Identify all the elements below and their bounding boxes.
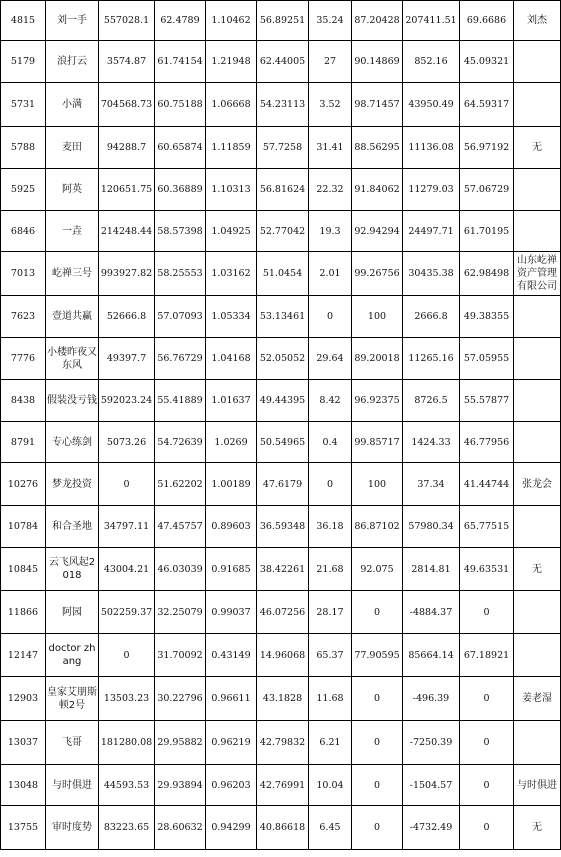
cell-value-4: 49.44395 xyxy=(257,380,309,422)
cell-value-3: 0.96611 xyxy=(206,677,257,721)
table-row xyxy=(1,169,561,211)
cell-value-5: 27 xyxy=(309,41,352,83)
table-row xyxy=(1,83,561,127)
cell-id: 7623 xyxy=(1,296,46,338)
cell-value-7: 8726.5 xyxy=(403,380,460,422)
cell-value-8: 55.57877 xyxy=(460,380,514,422)
cell-name: 专心练剑 xyxy=(46,422,99,463)
cell-value-1: 120651.75 xyxy=(99,169,155,211)
cell-value-6: 0 xyxy=(352,591,403,634)
cell-id: 5179 xyxy=(1,41,46,83)
cell-value-5: 0.4 xyxy=(309,422,352,463)
cell-value-8: 57.06729 xyxy=(460,169,514,211)
cell-value-6: 98.71457 xyxy=(352,83,403,127)
cell-value-7: 11265.16 xyxy=(403,338,460,380)
cell-value-3: 1.10313 xyxy=(206,169,257,211)
table-row xyxy=(1,127,561,169)
cell-name: 屹禅三号 xyxy=(46,252,99,296)
cell-value-6: 99.26756 xyxy=(352,252,403,296)
cell-note: 张龙会 xyxy=(514,463,561,506)
cell-value-7: 24497.71 xyxy=(403,211,460,252)
cell-value-4: 52.77042 xyxy=(257,211,309,252)
cell-value-5: 35.24 xyxy=(309,1,352,41)
cell-note xyxy=(514,211,561,252)
cell-value-8: 62.98498 xyxy=(460,252,514,296)
cell-value-3: 0.99037 xyxy=(206,591,257,634)
cell-value-6: 92.94294 xyxy=(352,211,403,252)
cell-note: 无 xyxy=(514,806,561,850)
cell-id: 5731 xyxy=(1,83,46,127)
cell-value-4: 56.81624 xyxy=(257,169,309,211)
cell-value-6: 91.84062 xyxy=(352,169,403,211)
cell-name: 皇家艾朋斯顿2号 xyxy=(46,677,99,721)
cell-value-8: 41.44744 xyxy=(460,463,514,506)
cell-value-5: 31.41 xyxy=(309,127,352,169)
cell-value-3: 1.03162 xyxy=(206,252,257,296)
cell-value-4: 14.96068 xyxy=(257,634,309,677)
table-row xyxy=(1,591,561,634)
cell-value-8: 0 xyxy=(460,677,514,721)
cell-value-4: 43.1828 xyxy=(257,677,309,721)
cell-id: 6846 xyxy=(1,211,46,252)
cell-id: 8791 xyxy=(1,422,46,463)
cell-value-2: 30.22796 xyxy=(155,677,206,721)
cell-value-7: -4884.37 xyxy=(403,591,460,634)
cell-value-1: 13503.23 xyxy=(99,677,155,721)
cell-value-7: 11136.08 xyxy=(403,127,460,169)
cell-value-8: 56.97192 xyxy=(460,127,514,169)
cell-value-4: 36.59348 xyxy=(257,506,309,548)
cell-value-5: 28.17 xyxy=(309,591,352,634)
cell-note: 无 xyxy=(514,548,561,591)
cell-value-5: 0 xyxy=(309,463,352,506)
cell-id: 10784 xyxy=(1,506,46,548)
cell-name: 小满 xyxy=(46,83,99,127)
cell-value-5: 6.21 xyxy=(309,721,352,765)
cell-name: 小楼昨夜又东风 xyxy=(46,338,99,380)
cell-value-2: 60.65874 xyxy=(155,127,206,169)
cell-value-3: 1.21948 xyxy=(206,41,257,83)
cell-value-2: 60.75188 xyxy=(155,83,206,127)
cell-value-3: 1.11859 xyxy=(206,127,257,169)
table-row xyxy=(1,1,561,41)
cell-note: 山东屹禅资产管理有限公司 xyxy=(514,252,561,296)
cell-value-4: 46.07256 xyxy=(257,591,309,634)
cell-note xyxy=(514,634,561,677)
cell-value-7: -1504.57 xyxy=(403,765,460,806)
cell-name: 审时度势 xyxy=(46,806,99,850)
cell-value-6: 86.87102 xyxy=(352,506,403,548)
cell-value-1: 5073.26 xyxy=(99,422,155,463)
cell-value-2: 31.70092 xyxy=(155,634,206,677)
cell-value-7: 37.34 xyxy=(403,463,460,506)
cell-value-6: 100 xyxy=(352,296,403,338)
cell-value-2: 56.76729 xyxy=(155,338,206,380)
cell-value-3: 1.04168 xyxy=(206,338,257,380)
cell-value-5: 65.37 xyxy=(309,634,352,677)
cell-value-7: -4732.49 xyxy=(403,806,460,850)
cell-value-1: 502259.37 xyxy=(99,591,155,634)
cell-value-6: 88.56295 xyxy=(352,127,403,169)
cell-value-6: 100 xyxy=(352,463,403,506)
cell-value-7: 2814.81 xyxy=(403,548,460,591)
table-row xyxy=(1,338,561,380)
cell-value-3: 1.05334 xyxy=(206,296,257,338)
cell-value-8: 49.63531 xyxy=(460,548,514,591)
cell-note: 与时俱进 xyxy=(514,765,561,806)
cell-value-1: 34797.11 xyxy=(99,506,155,548)
cell-value-8: 0 xyxy=(460,721,514,765)
cell-value-2: 61.74154 xyxy=(155,41,206,83)
table-row xyxy=(1,296,561,338)
cell-value-4: 62.44005 xyxy=(257,41,309,83)
cell-value-3: 1.01637 xyxy=(206,380,257,422)
cell-value-1: 181280.08 xyxy=(99,721,155,765)
cell-value-1: 704568.73 xyxy=(99,83,155,127)
cell-id: 10276 xyxy=(1,463,46,506)
cell-value-8: 67.18921 xyxy=(460,634,514,677)
cell-value-2: 51.62202 xyxy=(155,463,206,506)
cell-value-7: 852.16 xyxy=(403,41,460,83)
table-row xyxy=(1,721,561,765)
cell-name: 麦田 xyxy=(46,127,99,169)
cell-value-8: 0 xyxy=(460,591,514,634)
cell-value-1: 3574.87 xyxy=(99,41,155,83)
cell-value-3: 0.43149 xyxy=(206,634,257,677)
cell-value-1: 592023.24 xyxy=(99,380,155,422)
cell-value-4: 54.23113 xyxy=(257,83,309,127)
cell-note xyxy=(514,338,561,380)
cell-value-1: 83223.65 xyxy=(99,806,155,850)
cell-name: 云飞风起2018 xyxy=(46,548,99,591)
cell-value-6: 99.85717 xyxy=(352,422,403,463)
cell-value-6: 96.92375 xyxy=(352,380,403,422)
cell-name: 假装没亏钱 xyxy=(46,380,99,422)
cell-value-3: 1.10462 xyxy=(206,1,257,41)
cell-value-6: 0 xyxy=(352,677,403,721)
cell-name: doctor zhang xyxy=(46,634,99,677)
cell-value-6: 92.075 xyxy=(352,548,403,591)
cell-value-8: 57.05955 xyxy=(460,338,514,380)
cell-value-2: 46.03039 xyxy=(155,548,206,591)
cell-value-8: 45.09321 xyxy=(460,41,514,83)
cell-id: 13037 xyxy=(1,721,46,765)
cell-note xyxy=(514,83,561,127)
table-row xyxy=(1,765,561,806)
cell-id: 10845 xyxy=(1,548,46,591)
cell-value-2: 55.41889 xyxy=(155,380,206,422)
cell-value-2: 58.57398 xyxy=(155,211,206,252)
cell-name: 刘一手 xyxy=(46,1,99,41)
cell-value-1: 49397.7 xyxy=(99,338,155,380)
cell-value-1: 94288.7 xyxy=(99,127,155,169)
cell-value-7: 207411.51 xyxy=(403,1,460,41)
cell-id: 12903 xyxy=(1,677,46,721)
cell-value-7: -7250.39 xyxy=(403,721,460,765)
cell-note xyxy=(514,591,561,634)
cell-value-1: 993927.82 xyxy=(99,252,155,296)
cell-value-2: 54.72639 xyxy=(155,422,206,463)
cell-value-1: 52666.8 xyxy=(99,296,155,338)
cell-value-4: 56.89251 xyxy=(257,1,309,41)
cell-value-4: 40.86618 xyxy=(257,806,309,850)
cell-name: 壹道共赢 xyxy=(46,296,99,338)
cell-value-3: 0.94299 xyxy=(206,806,257,850)
cell-value-5: 22.32 xyxy=(309,169,352,211)
cell-id: 8438 xyxy=(1,380,46,422)
cell-name: 飞哥 xyxy=(46,721,99,765)
cell-value-4: 42.79832 xyxy=(257,721,309,765)
cell-name: 一垚 xyxy=(46,211,99,252)
cell-value-7: 11279.03 xyxy=(403,169,460,211)
cell-value-8: 69.6686 xyxy=(460,1,514,41)
cell-value-6: 0 xyxy=(352,806,403,850)
table-row xyxy=(1,634,561,677)
cell-id: 7776 xyxy=(1,338,46,380)
table-row xyxy=(1,252,561,296)
cell-value-3: 1.04925 xyxy=(206,211,257,252)
table-row xyxy=(1,548,561,591)
cell-value-4: 50.54965 xyxy=(257,422,309,463)
cell-value-2: 29.93894 xyxy=(155,765,206,806)
cell-value-2: 62.4789 xyxy=(155,1,206,41)
cell-value-3: 1.06668 xyxy=(206,83,257,127)
table-row xyxy=(1,463,561,506)
cell-value-3: 1.00189 xyxy=(206,463,257,506)
cell-value-5: 11.68 xyxy=(309,677,352,721)
cell-value-1: 214248.44 xyxy=(99,211,155,252)
cell-value-7: 43950.49 xyxy=(403,83,460,127)
cell-id: 5788 xyxy=(1,127,46,169)
cell-value-8: 64.59317 xyxy=(460,83,514,127)
table-row xyxy=(1,677,561,721)
table-row xyxy=(1,806,561,850)
cell-value-2: 57.07093 xyxy=(155,296,206,338)
cell-value-1: 0 xyxy=(99,634,155,677)
cell-value-7: 30435.38 xyxy=(403,252,460,296)
cell-value-6: 90.14869 xyxy=(352,41,403,83)
cell-note xyxy=(514,506,561,548)
cell-value-8: 0 xyxy=(460,806,514,850)
cell-value-4: 47.6179 xyxy=(257,463,309,506)
cell-name: 阿英 xyxy=(46,169,99,211)
cell-value-5: 21.68 xyxy=(309,548,352,591)
cell-value-5: 0 xyxy=(309,296,352,338)
cell-name: 梦龙投资 xyxy=(46,463,99,506)
cell-value-2: 28.60632 xyxy=(155,806,206,850)
cell-id: 11866 xyxy=(1,591,46,634)
cell-value-8: 49.38355 xyxy=(460,296,514,338)
cell-id: 4815 xyxy=(1,1,46,41)
cell-value-2: 47.45757 xyxy=(155,506,206,548)
table-row xyxy=(1,380,561,422)
cell-value-4: 53.13461 xyxy=(257,296,309,338)
cell-value-5: 8.42 xyxy=(309,380,352,422)
cell-value-4: 57.7258 xyxy=(257,127,309,169)
cell-value-4: 51.0454 xyxy=(257,252,309,296)
cell-value-8: 61.70195 xyxy=(460,211,514,252)
cell-value-6: 89.20018 xyxy=(352,338,403,380)
cell-value-8: 0 xyxy=(460,765,514,806)
cell-id: 13755 xyxy=(1,806,46,850)
cell-note xyxy=(514,380,561,422)
cell-note xyxy=(514,169,561,211)
cell-value-5: 10.04 xyxy=(309,765,352,806)
cell-value-3: 0.89603 xyxy=(206,506,257,548)
cell-name: 浪打云 xyxy=(46,41,99,83)
cell-value-1: 44593.53 xyxy=(99,765,155,806)
cell-value-2: 29.95882 xyxy=(155,721,206,765)
cell-value-5: 2.01 xyxy=(309,252,352,296)
cell-value-7: 85664.14 xyxy=(403,634,460,677)
cell-value-8: 46.77956 xyxy=(460,422,514,463)
cell-value-6: 77.90595 xyxy=(352,634,403,677)
table-row xyxy=(1,41,561,83)
cell-note: 无 xyxy=(514,127,561,169)
cell-note xyxy=(514,41,561,83)
cell-value-7: 57980.34 xyxy=(403,506,460,548)
table-row xyxy=(1,422,561,463)
cell-value-1: 43004.21 xyxy=(99,548,155,591)
cell-value-5: 36.18 xyxy=(309,506,352,548)
cell-value-4: 38.42261 xyxy=(257,548,309,591)
cell-value-1: 557028.1 xyxy=(99,1,155,41)
cell-value-6: 0 xyxy=(352,721,403,765)
cell-value-6: 87.20428 xyxy=(352,1,403,41)
cell-id: 7013 xyxy=(1,252,46,296)
cell-id: 12147 xyxy=(1,634,46,677)
cell-value-5: 19.3 xyxy=(309,211,352,252)
cell-value-5: 3.52 xyxy=(309,83,352,127)
cell-note xyxy=(514,422,561,463)
cell-id: 5925 xyxy=(1,169,46,211)
cell-id: 13048 xyxy=(1,765,46,806)
cell-name: 阿园 xyxy=(46,591,99,634)
cell-value-3: 0.91685 xyxy=(206,548,257,591)
cell-value-3: 0.96203 xyxy=(206,765,257,806)
table-row xyxy=(1,211,561,252)
cell-note: 姜老湿 xyxy=(514,677,561,721)
cell-value-8: 65.77515 xyxy=(460,506,514,548)
cell-note xyxy=(514,296,561,338)
cell-value-7: 1424.33 xyxy=(403,422,460,463)
cell-value-2: 58.25553 xyxy=(155,252,206,296)
cell-note xyxy=(514,721,561,765)
cell-value-6: 0 xyxy=(352,765,403,806)
cell-value-3: 0.96219 xyxy=(206,721,257,765)
cell-value-2: 32.25079 xyxy=(155,591,206,634)
cell-name: 与时俱进 xyxy=(46,765,99,806)
cell-name: 和合圣地 xyxy=(46,506,99,548)
cell-value-4: 42.76991 xyxy=(257,765,309,806)
cell-value-5: 6.45 xyxy=(309,806,352,850)
cell-value-5: 29.64 xyxy=(309,338,352,380)
cell-value-4: 52.05052 xyxy=(257,338,309,380)
cell-value-2: 60.36889 xyxy=(155,169,206,211)
cell-value-3: 1.0269 xyxy=(206,422,257,463)
cell-value-1: 0 xyxy=(99,463,155,506)
table-row xyxy=(1,506,561,548)
table-body xyxy=(1,1,561,850)
cell-note: 刘杰 xyxy=(514,1,561,41)
cell-value-7: -496.39 xyxy=(403,677,460,721)
cell-value-7: 2666.8 xyxy=(403,296,460,338)
